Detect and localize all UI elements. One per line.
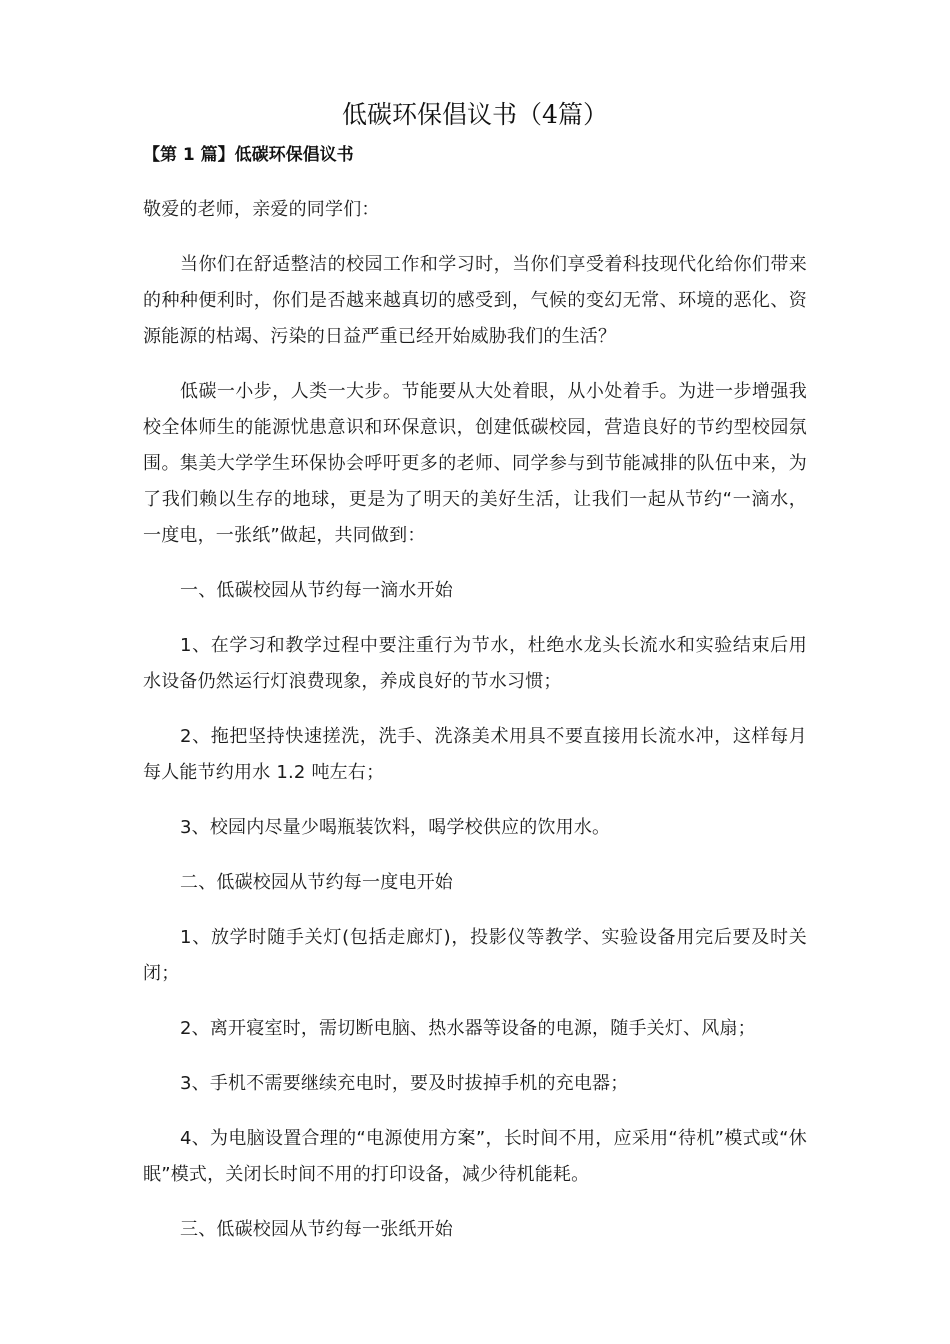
document-title: 低碳环保倡议书（4篇） <box>342 100 608 129</box>
paragraph: 当你们在舒适整洁的校园工作和学习时，当你们享受着科技现代化给你们带来的种种便利时，你们是否越来越真切的感受到，气候的变幻无常、环境的恶化、资源能源的枯竭、污染的日益严重已经开始威胁我们的生活？ <box>143 254 807 347</box>
section-subheading: 三、低碳校园从节约每一张纸开始 <box>180 1219 453 1240</box>
list-item: 4、为电脑设置合理的“电源使用方案”，长时间不用，应采用“待机”模式或“休眠”模式，关闭长时间不用的打印设备，减少待机能耗。 <box>143 1128 807 1185</box>
paragraph: 低碳一小步，人类一大步。节能要从大处着眼，从小处着手。为进一步增强我校全体师生的能源忧患意识和环保意识，创建低碳校园，营造良好的节约型校园氛围。集美大学学生环保协会呼吁更多的老师、同学参与到节能减排的队伍中来，为了我们赖以生存的地球，更是为了明天的美好生活，让我们一起从节约“一滴水，一度电，一张纸”做起，共同做到： <box>143 381 807 546</box>
list-item: 3、校园内尽量少喝瓶装饮料，喝学校供应的饮用水。 <box>180 817 611 838</box>
greeting: 敬爱的老师，亲爱的同学们： <box>143 199 380 220</box>
document-body <box>143 192 807 1267</box>
section-heading: 【第 1 篇】低碳环保倡议书 <box>143 145 354 165</box>
list-item: 1、在学习和教学过程中要注重行为节水，杜绝水龙头长流水和实验结束后用水设备仍然运行灯浪费现象，养成良好的节水习惯； <box>143 635 807 692</box>
list-item: 1、放学时随手关灯(包括走廊灯)，投影仪等教学、实验设备用完后要及时关闭； <box>143 927 807 984</box>
list-item: 3、手机不需要继续充电时，要及时拔掉手机的充电器； <box>180 1073 629 1094</box>
list-item: 2、拖把坚持快速搓洗，洗手、洗涤美术用具不要直接用长流水冲，这样每月每人能节约用水 1.2 吨左右； <box>143 726 807 783</box>
list-item: 2、离开寝室时，需切断电脑、热水器等设备的电源，随手关灯、风扇； <box>180 1018 756 1039</box>
section-subheading: 二、低碳校园从节约每一度电开始 <box>180 872 453 893</box>
section-subheading: 一、低碳校园从节约每一滴水开始 <box>180 580 453 601</box>
